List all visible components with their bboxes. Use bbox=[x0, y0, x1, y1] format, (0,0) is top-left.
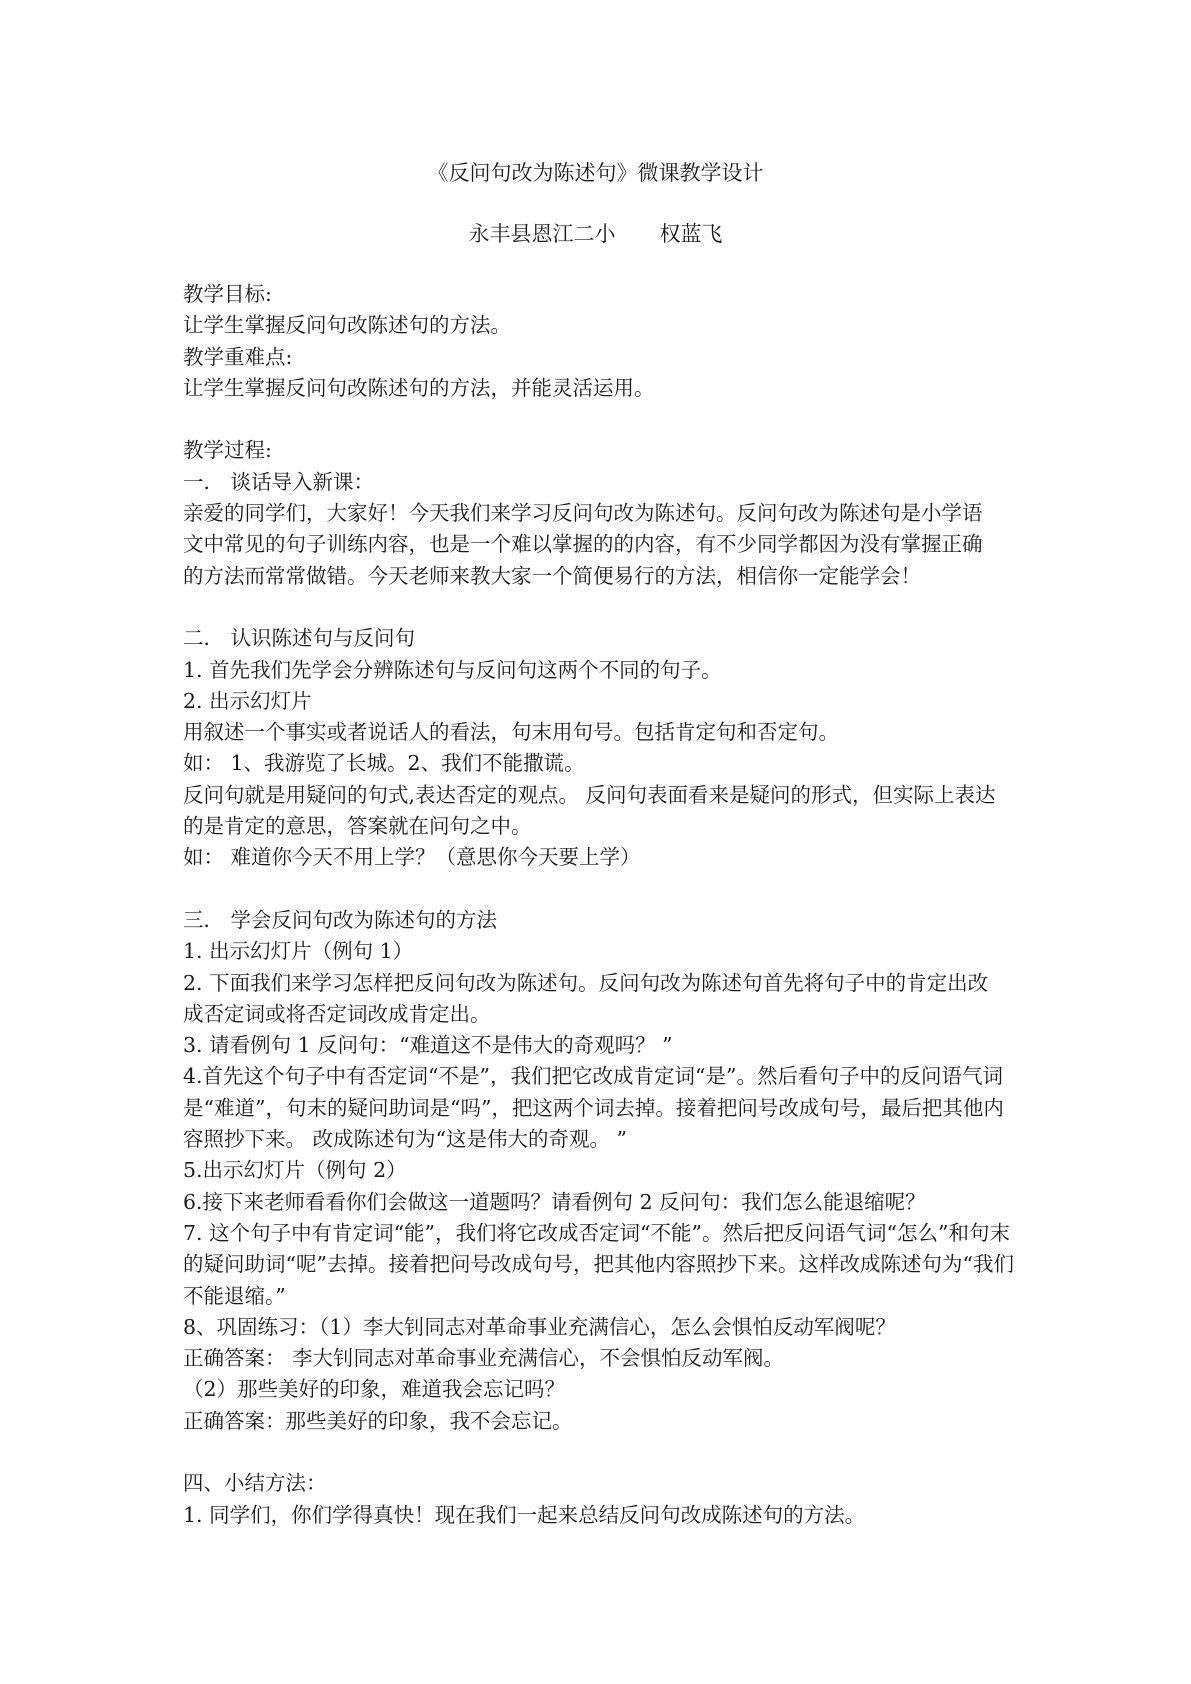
document-title: 《反问句改为陈述句》微课教学设计 bbox=[427, 161, 764, 185]
author-name: 权蓝飞 bbox=[659, 222, 723, 246]
section3-line: 成否定词或将否定词改成肯定出。 bbox=[183, 1001, 491, 1026]
section3-line: 1. 出示幻灯片（例句 1） bbox=[183, 939, 414, 964]
section3-line: （2）那些美好的印象，难道我会忘记吗？ bbox=[183, 1377, 566, 1402]
section3-line: 6.接下来老师看看你们会做这一道题吗？请看例句 2 反问句：我们怎么能退缩呢？ bbox=[183, 1189, 926, 1214]
difficulties-heading: 教学重难点: bbox=[183, 344, 293, 369]
section2-line: 如： 1、我游览了长城。2、我们不能撒谎。 bbox=[183, 751, 585, 776]
section3-line: 容照抄下来。 改成陈述句为“这是伟大的奇观。 ” bbox=[183, 1127, 627, 1152]
section2-line: 1. 首先我们先学会分辨陈述句与反问句这两个不同的句子。 bbox=[183, 657, 722, 682]
section3-line: 不能退缩。” bbox=[183, 1283, 286, 1308]
section2-heading: 二． 认识陈述句与反问句 bbox=[183, 626, 416, 651]
objectives-text: 让学生掌握反问句改陈述句的方法。 bbox=[183, 313, 511, 338]
author-school: 永丰县恩江二小 bbox=[468, 222, 616, 246]
section1-line: 亲爱的同学们，大家好！今天我们来学习反问句改为陈述句。反问句改为陈述句是小学语 bbox=[183, 501, 983, 526]
author-line bbox=[0, 219, 1191, 249]
section2-line: 用叙述一个事实或者说话人的看法，句末用句号。包括肯定句和否定句。 bbox=[183, 720, 839, 745]
section4-heading: 四、小结方法： bbox=[183, 1471, 327, 1496]
section3-line: 3. 请看例句 1 反问句：“难道这不是伟大的奇观吗？ ” bbox=[183, 1033, 673, 1058]
section3-heading: 三． 学会反问句改为陈述句的方法 bbox=[183, 907, 498, 932]
section4-line: 1. 同学们，你们学得真快！现在我们一起来总结反问句改成陈述句的方法。 bbox=[183, 1502, 866, 1527]
section3-line: 4.首先这个句子中有否定词“不是”，我们把它改成肯定词“是”。然后看句子中的反问语气词 bbox=[183, 1064, 1003, 1089]
section3-line: 2. 下面我们来学习怎样把反问句改为陈述句。反问句改为陈述句首先将句子中的肯定出改 bbox=[183, 970, 989, 995]
objectives-heading: 教学目标: bbox=[183, 282, 272, 306]
process-heading: 教学过程: bbox=[183, 438, 272, 463]
section3-line: 7. 这个句子中有肯定词“能”，我们将它改成否定词“不能”。然后把反问语气词“怎么”和句末 bbox=[183, 1220, 1010, 1245]
section3-line: 正确答案： 李大钊同志对革命事业充满信心，不会惧怕反动军阀。 bbox=[183, 1346, 785, 1371]
section1-heading: 一． 谈话导入新课： bbox=[183, 469, 375, 494]
section2-line: 的是肯定的意思，答案就在问句之中。 bbox=[183, 814, 532, 839]
section1-line: 的方法而常常做错。今天老师来教大家一个简便易行的方法，相信你一定能学会！ bbox=[183, 563, 921, 588]
section2-line: 2. 出示幻灯片 bbox=[183, 688, 312, 713]
document-body bbox=[183, 279, 1021, 1531]
section2-line: 反问句就是用疑问的句式,表达否定的观点。 反问句表面看来是疑问的形式，但实际上表达 bbox=[183, 782, 996, 807]
section2-line: 如： 难道你今天不用上学？（意思你今天要上学） bbox=[183, 845, 641, 870]
section3-line: 8、巩固练习：（1）李大钊同志对革命事业充满信心，怎么会惧怕反动军阀呢？ bbox=[183, 1314, 896, 1339]
section3-line: 正确答案：那些美好的印象，我不会忘记。 bbox=[183, 1408, 573, 1433]
section3-line: 是“难道”，句末的疑问助词是“吗”，把这两个词去掉。接着把问号改成句号，最后把其他内 bbox=[183, 1095, 1004, 1120]
section1-line: 文中常见的句子训练内容，也是一个难以掌握的的内容，有不少同学都因为没有掌握正确 bbox=[183, 532, 983, 557]
difficulties-text: 让学生掌握反问句改陈述句的方法，并能灵活运用。 bbox=[183, 375, 655, 400]
section3-line: 5.出示幻灯片（例句 2） bbox=[183, 1158, 407, 1183]
section3-line: 的疑问助词“呢”去掉。接着把问号改成句号，把其他内容照抄下来。这样改成陈述句为“我们 bbox=[183, 1252, 1014, 1277]
